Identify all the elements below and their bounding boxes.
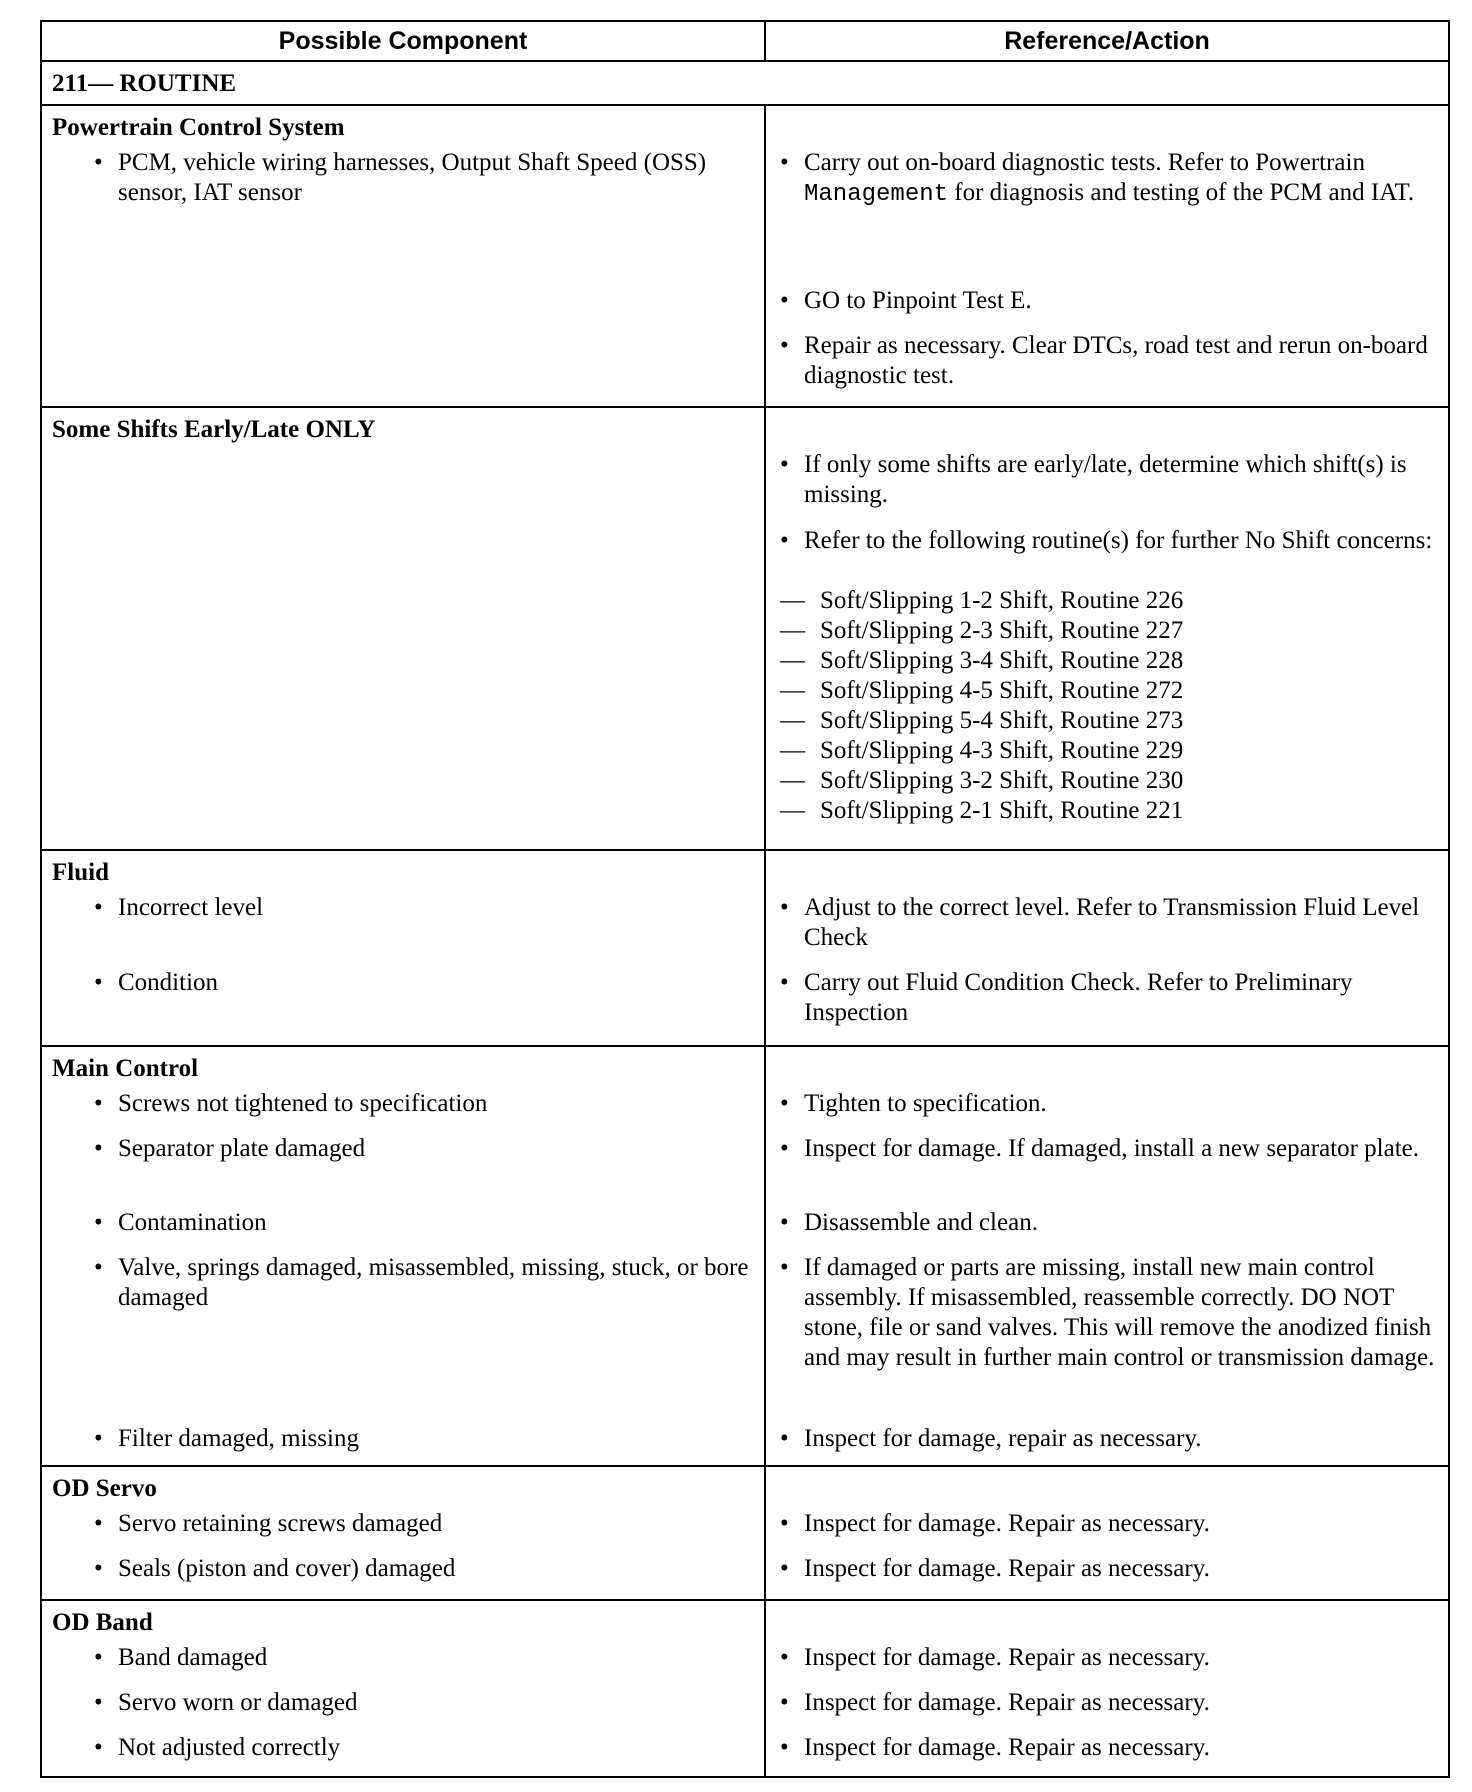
- bullet-icon: •: [780, 1644, 789, 1671]
- dash-icon: —: [780, 647, 805, 674]
- section-right-cell: [765, 1466, 1449, 1600]
- section-left-cell: [41, 1046, 765, 1466]
- dash-icon: —: [780, 587, 805, 614]
- section-left-cell: [41, 1600, 765, 1777]
- section-right-cell: [765, 1600, 1449, 1777]
- table-header-row: [41, 21, 1449, 61]
- list-item: • Contamination: [94, 1209, 267, 1236]
- bullet-icon: •: [780, 1425, 789, 1452]
- bullet-icon: •: [780, 287, 789, 314]
- bullet-icon: •: [94, 1425, 103, 1452]
- bullet-icon: •: [780, 1209, 789, 1236]
- section-od-band: [41, 1600, 1449, 1777]
- reference-link: Management: [804, 181, 949, 208]
- routine-title: 211— ROUTINE: [41, 61, 1449, 105]
- routine-list: [780, 586, 1440, 826]
- column-header-possible-component: Possible Component: [41, 21, 765, 61]
- bullet-icon: •: [780, 1555, 789, 1582]
- action-item: • GO to Pinpoint Test E.: [780, 287, 1032, 314]
- routine-list-item: — Soft/Slipping 5-4 Shift, Routine 273: [780, 707, 1184, 734]
- list-item: • Servo retaining screws damaged: [94, 1510, 443, 1537]
- action-item: • Inspect for damage. Repair as necessary.: [780, 1734, 1210, 1761]
- routine-row: [41, 61, 1449, 105]
- routine-list-item: — Soft/Slipping 3-4 Shift, Routine 228: [780, 647, 1184, 674]
- bullet-icon: •: [780, 1689, 789, 1716]
- bullet-icon: •: [780, 527, 789, 554]
- bullet-icon: •: [780, 1090, 789, 1117]
- section-od-servo: [41, 1466, 1449, 1600]
- section-main-control: [41, 1046, 1449, 1466]
- list-item: • Seals (piston and cover) damaged: [94, 1555, 456, 1582]
- bullet-icon: •: [780, 1254, 789, 1281]
- list-item: • Valve, springs damaged, misassembled, missing, stuck, or bore damaged: [94, 1254, 749, 1311]
- bullet-icon: •: [94, 969, 103, 996]
- dash-icon: —: [780, 677, 805, 704]
- action-item: • Inspect for damage. Repair as necessary.: [780, 1510, 1210, 1537]
- section-title: Fluid: [52, 859, 109, 886]
- list-item: • Screws not tightened to specification: [94, 1090, 488, 1117]
- action-item: • Adjust to the correct level. Refer to Transmission Fluid Level Check: [780, 894, 1420, 951]
- section-powertrain-control-system: [41, 105, 1449, 407]
- list-item: • Not adjusted correctly: [94, 1734, 341, 1761]
- bullet-icon: •: [780, 1510, 789, 1537]
- action-item: • Carry out on-board diagnostic tests. Refer to Powertrain Management for diagnosis and testing of the PCM and IAT.: [780, 149, 1415, 208]
- bullet-icon: •: [780, 894, 789, 921]
- section-right-cell: [765, 850, 1449, 1046]
- routine-list-item: — Soft/Slipping 2-3 Shift, Routine 227: [780, 617, 1184, 644]
- bullet-icon: •: [780, 149, 789, 176]
- section-some-shifts-early-late: [41, 407, 1449, 850]
- bullet-icon: •: [94, 1135, 103, 1162]
- dash-icon: —: [780, 737, 805, 764]
- action-item: • Refer to the following routine(s) for further No Shift concerns:: [780, 527, 1433, 554]
- action-item: • Inspect for damage. Repair as necessary.: [780, 1644, 1210, 1671]
- dash-icon: —: [780, 707, 805, 734]
- section-title: OD Band: [52, 1609, 153, 1636]
- bullet-icon: •: [94, 1734, 103, 1761]
- routine-list-item: — Soft/Slipping 4-5 Shift, Routine 272: [780, 677, 1184, 704]
- section-left-cell: [41, 105, 765, 407]
- action-item: • Inspect for damage. Repair as necessary.: [780, 1689, 1210, 1716]
- action-item: • Tighten to specification.: [780, 1090, 1047, 1117]
- section-title: Main Control: [52, 1055, 199, 1082]
- list-item: • Condition: [94, 969, 219, 996]
- diagnostic-page: [40, 20, 1448, 1778]
- bullet-icon: •: [94, 1689, 103, 1716]
- bullet-icon: •: [780, 969, 789, 996]
- routine-list-item: — Soft/Slipping 1-2 Shift, Routine 226: [780, 587, 1184, 614]
- routine-list-item: — Soft/Slipping 4-3 Shift, Routine 229: [780, 737, 1184, 764]
- section-title: Some Shifts Early/Late ONLY: [52, 416, 376, 443]
- list-item: • Servo worn or damaged: [94, 1689, 358, 1716]
- section-left-cell: [41, 850, 765, 1046]
- action-item: • If damaged or parts are missing, install new main control assembly. If misassembled, reassemble correctly. DO NOT stone, file or sand valves. This will remove the anodized finish and may result in further main control or transmission damage.: [780, 1254, 1435, 1371]
- section-title: Powertrain Control System: [52, 114, 345, 141]
- action-item: • Inspect for damage. Repair as necessary.: [780, 1555, 1210, 1582]
- list-item: • PCM, vehicle wiring harnesses, Output Shaft Speed (OSS) sensor, IAT sensor: [94, 149, 707, 206]
- bullet-icon: •: [94, 1254, 103, 1281]
- routine-list-item: — Soft/Slipping 3-2 Shift, Routine 230: [780, 767, 1184, 794]
- routine-list-item: — Soft/Slipping 2-1 Shift, Routine 221: [780, 797, 1184, 824]
- dash-icon: —: [780, 617, 805, 644]
- bullet-icon: •: [94, 1090, 103, 1117]
- action-item: • Inspect for damage, repair as necessary.: [780, 1425, 1202, 1452]
- bullet-icon: •: [94, 1555, 103, 1582]
- list-item: • Band damaged: [94, 1644, 268, 1671]
- action-item: • Inspect for damage. If damaged, install a new separator plate.: [780, 1135, 1420, 1162]
- section-right-cell: [765, 1046, 1449, 1466]
- bullet-icon: •: [780, 1734, 789, 1761]
- bullet-icon: •: [780, 332, 789, 359]
- dash-icon: —: [780, 767, 805, 794]
- dash-icon: —: [780, 797, 805, 824]
- action-item: • Carry out Fluid Condition Check. Refer to Preliminary Inspection: [780, 969, 1353, 1026]
- list-item: • Separator plate damaged: [94, 1135, 366, 1162]
- section-left-cell: [41, 407, 765, 850]
- bullet-icon: •: [94, 1510, 103, 1537]
- action-item: • If only some shifts are early/late, determine which shift(s) is missing.: [780, 451, 1407, 508]
- list-item: • Incorrect level: [94, 894, 264, 921]
- bullet-icon: •: [94, 894, 103, 921]
- bullet-icon: •: [780, 1135, 789, 1162]
- action-item: • Disassemble and clean.: [780, 1209, 1038, 1236]
- section-right-cell: [765, 407, 1449, 850]
- section-right-cell: [765, 105, 1449, 407]
- bullet-icon: •: [94, 1644, 103, 1671]
- section-fluid: [41, 850, 1449, 1046]
- section-title: OD Servo: [52, 1475, 157, 1502]
- diagnostic-table: [40, 20, 1450, 1778]
- bullet-icon: •: [94, 149, 103, 176]
- section-left-cell: [41, 1466, 765, 1600]
- bullet-icon: •: [94, 1209, 103, 1236]
- action-item: • Repair as necessary. Clear DTCs, road test and rerun on-board diagnostic test.: [780, 332, 1428, 389]
- list-item: • Filter damaged, missing: [94, 1425, 359, 1452]
- bullet-icon: •: [780, 451, 789, 478]
- column-header-reference-action: Reference/Action: [765, 21, 1449, 61]
